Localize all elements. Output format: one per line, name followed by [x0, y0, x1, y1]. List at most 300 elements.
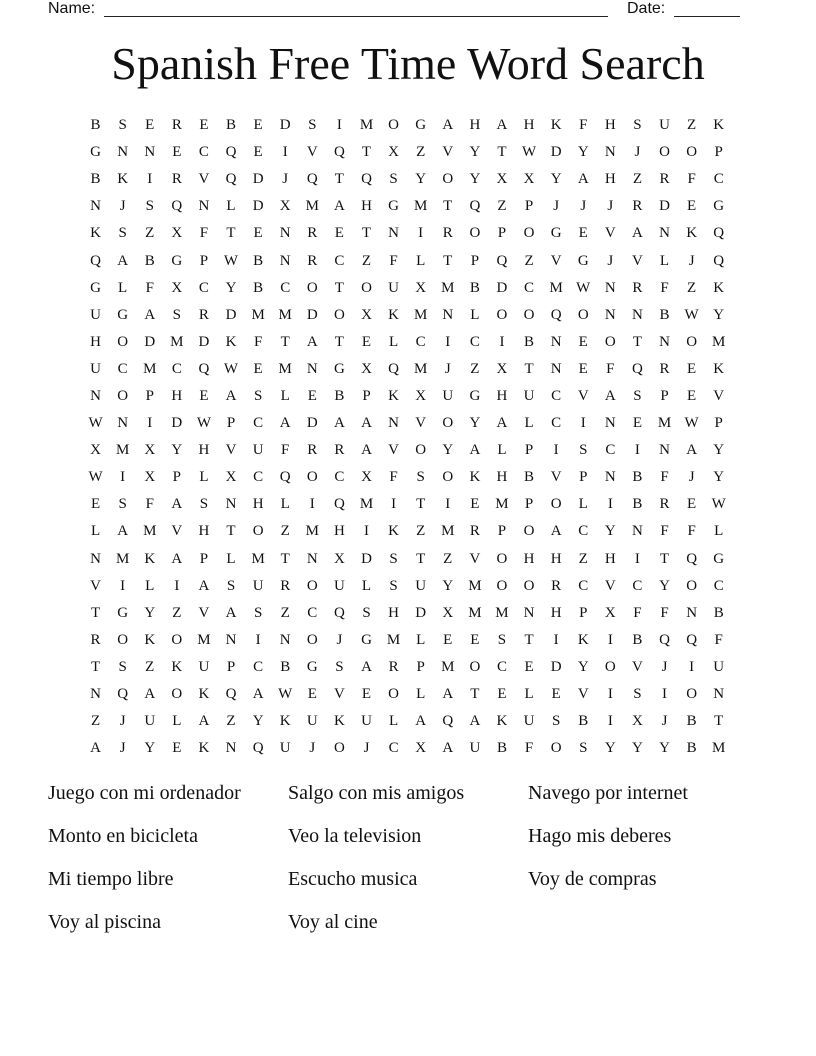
grid-letter[interactable]: B: [659, 306, 670, 323]
grid-letter[interactable]: L: [416, 252, 426, 269]
grid-letter[interactable]: W: [684, 306, 699, 323]
grid-letter[interactable]: J: [282, 171, 289, 188]
grid-letter[interactable]: Y: [604, 740, 616, 757]
grid-letter[interactable]: Y: [469, 171, 481, 188]
grid-letter[interactable]: L: [416, 631, 426, 648]
grid-letter[interactable]: P: [362, 387, 371, 404]
grid-letter[interactable]: U: [90, 360, 101, 377]
grid-letter[interactable]: A: [632, 225, 643, 242]
grid-letter[interactable]: O: [686, 686, 698, 703]
grid-letter[interactable]: H: [388, 604, 399, 621]
grid-letter[interactable]: C: [415, 333, 426, 350]
grid-letter[interactable]: O: [442, 469, 454, 486]
grid-letter[interactable]: S: [633, 686, 642, 703]
grid-letter[interactable]: V: [90, 577, 101, 594]
grid-letter[interactable]: L: [361, 577, 372, 594]
grid-letter[interactable]: I: [553, 442, 559, 459]
grid-letter[interactable]: N: [388, 415, 399, 432]
grid-letter[interactable]: A: [117, 252, 129, 269]
grid-letter[interactable]: M: [468, 604, 482, 621]
grid-letter[interactable]: X: [496, 171, 508, 188]
grid-letter[interactable]: V: [577, 686, 589, 703]
grid-letter[interactable]: U: [523, 387, 535, 404]
grid-letter[interactable]: M: [359, 117, 374, 134]
grid-letter[interactable]: V: [550, 469, 562, 486]
grid-letter[interactable]: B: [524, 469, 535, 486]
grid-letter[interactable]: Z: [361, 252, 372, 269]
grid-letter[interactable]: C: [469, 333, 480, 350]
grid-letter[interactable]: T: [659, 550, 670, 567]
grid-letter[interactable]: C: [632, 577, 643, 594]
grid-letter[interactable]: J: [661, 658, 668, 675]
grid-letter[interactable]: J: [553, 198, 560, 215]
grid-letter[interactable]: T: [226, 523, 236, 540]
grid-letter[interactable]: A: [550, 523, 562, 540]
grid-letter[interactable]: B: [253, 252, 264, 269]
grid-letter[interactable]: A: [171, 496, 183, 513]
grid-letter[interactable]: C: [307, 604, 318, 621]
grid-letter[interactable]: G: [306, 658, 318, 675]
grid-letter[interactable]: D: [225, 306, 237, 323]
grid-letter[interactable]: M: [305, 198, 319, 215]
grid-letter[interactable]: D: [171, 415, 183, 432]
grid-letter[interactable]: L: [524, 686, 534, 703]
grid-letter[interactable]: T: [632, 333, 642, 350]
grid-letter[interactable]: K: [686, 225, 698, 242]
grid-letter[interactable]: V: [632, 252, 643, 269]
grid-letter[interactable]: K: [225, 333, 237, 350]
grid-letter[interactable]: F: [281, 442, 290, 459]
grid-letter[interactable]: C: [713, 577, 724, 594]
grid-letter[interactable]: H: [252, 496, 264, 513]
grid-letter[interactable]: N: [90, 198, 101, 215]
grid-letter[interactable]: M: [495, 604, 509, 621]
grid-letter[interactable]: G: [90, 144, 101, 161]
grid-letter[interactable]: P: [579, 604, 588, 621]
grid-letter[interactable]: X: [415, 387, 427, 404]
grid-letter[interactable]: C: [334, 252, 345, 269]
grid-letter[interactable]: A: [496, 117, 508, 134]
grid-letter[interactable]: V: [632, 658, 643, 675]
grid-letter[interactable]: W: [576, 279, 591, 296]
grid-letter[interactable]: Y: [713, 442, 725, 459]
grid-letter[interactable]: N: [306, 550, 318, 567]
grid-letter[interactable]: Q: [306, 171, 318, 188]
grid-letter[interactable]: B: [90, 171, 101, 188]
grid-letter[interactable]: P: [172, 469, 181, 486]
grid-letter[interactable]: I: [391, 496, 397, 513]
grid-letter[interactable]: K: [90, 225, 101, 242]
grid-letter[interactable]: C: [198, 279, 209, 296]
grid-letter[interactable]: B: [686, 740, 697, 757]
grid-letter[interactable]: M: [441, 658, 455, 675]
grid-letter[interactable]: O: [659, 144, 670, 161]
grid-letter[interactable]: Z: [172, 604, 182, 621]
grid-letter[interactable]: R: [90, 631, 101, 648]
grid-letter[interactable]: S: [253, 387, 263, 404]
grid-letter[interactable]: X: [225, 469, 237, 486]
grid-letter[interactable]: U: [279, 740, 291, 757]
grid-letter[interactable]: E: [551, 686, 561, 703]
grid-letter[interactable]: K: [333, 713, 345, 730]
grid-letter[interactable]: V: [550, 252, 562, 269]
grid-letter[interactable]: Z: [416, 523, 426, 540]
grid-letter[interactable]: R: [171, 171, 182, 188]
grid-letter[interactable]: E: [90, 496, 101, 513]
grid-letter[interactable]: D: [550, 144, 562, 161]
grid-letter[interactable]: D: [550, 658, 562, 675]
grid-letter[interactable]: D: [496, 279, 508, 296]
grid-letter[interactable]: T: [280, 333, 290, 350]
grid-letter[interactable]: N: [604, 469, 616, 486]
grid-letter[interactable]: O: [306, 279, 318, 296]
grid-letter[interactable]: Q: [117, 686, 129, 703]
grid-letter[interactable]: I: [255, 631, 261, 648]
grid-letter[interactable]: X: [90, 442, 101, 459]
grid-letter[interactable]: U: [388, 279, 399, 296]
grid-letter[interactable]: J: [688, 252, 695, 269]
grid-letter[interactable]: M: [115, 442, 130, 459]
grid-letter[interactable]: S: [118, 225, 127, 242]
grid-letter[interactable]: Z: [416, 144, 426, 161]
grid-letter[interactable]: E: [443, 631, 453, 648]
grid-letter[interactable]: L: [280, 387, 290, 404]
grid-letter[interactable]: U: [252, 577, 264, 594]
grid-letter[interactable]: C: [253, 469, 264, 486]
grid-letter[interactable]: K: [144, 631, 156, 648]
grid-letter[interactable]: H: [333, 523, 345, 540]
grid-letter[interactable]: V: [604, 225, 616, 242]
grid-letter[interactable]: N: [604, 144, 616, 161]
grid-letter[interactable]: M: [712, 740, 726, 757]
grid-letter[interactable]: K: [550, 117, 562, 134]
grid-letter[interactable]: I: [445, 333, 451, 350]
grid-letter[interactable]: S: [416, 469, 425, 486]
grid-letter[interactable]: W: [88, 469, 103, 486]
grid-letter[interactable]: O: [686, 333, 698, 350]
grid-letter[interactable]: F: [145, 496, 154, 513]
grid-letter[interactable]: I: [634, 550, 640, 567]
grid-letter[interactable]: F: [389, 252, 398, 269]
grid-letter[interactable]: S: [389, 171, 398, 188]
grid-letter[interactable]: O: [333, 740, 345, 757]
grid-letter[interactable]: F: [687, 171, 696, 188]
grid-letter[interactable]: C: [198, 144, 209, 161]
grid-letter[interactable]: J: [119, 740, 126, 757]
grid-letter[interactable]: U: [333, 577, 345, 594]
grid-letter[interactable]: P: [199, 252, 209, 269]
grid-letter[interactable]: S: [118, 658, 127, 675]
grid-letter[interactable]: K: [388, 523, 399, 540]
grid-letter[interactable]: S: [335, 658, 344, 675]
grid-letter[interactable]: S: [497, 631, 507, 648]
grid-letter[interactable]: O: [117, 387, 129, 404]
grid-letter[interactable]: Q: [252, 740, 264, 757]
grid-letter[interactable]: B: [144, 252, 155, 269]
grid-letter[interactable]: T: [443, 198, 453, 215]
grid-letter[interactable]: J: [363, 740, 370, 757]
grid-letter[interactable]: K: [713, 360, 725, 377]
grid-letter[interactable]: L: [226, 198, 236, 215]
grid-letter[interactable]: T: [280, 550, 290, 567]
grid-letter[interactable]: N: [117, 415, 129, 432]
grid-letter[interactable]: N: [632, 306, 643, 323]
grid-letter[interactable]: S: [226, 577, 236, 594]
grid-letter[interactable]: N: [90, 686, 101, 703]
grid-letter[interactable]: M: [359, 496, 374, 513]
grid-letter[interactable]: Z: [90, 713, 101, 730]
grid-letter[interactable]: N: [686, 604, 698, 621]
grid-letter[interactable]: O: [550, 496, 562, 513]
grid-letter[interactable]: Y: [144, 740, 156, 757]
grid-letter[interactable]: H: [198, 523, 210, 540]
grid-letter[interactable]: X: [171, 279, 183, 296]
grid-letter[interactable]: M: [549, 279, 563, 296]
grid-letter[interactable]: M: [657, 415, 672, 432]
grid-letter[interactable]: Y: [550, 171, 562, 188]
grid-letter[interactable]: P: [497, 225, 507, 242]
grid-letter[interactable]: Q: [90, 252, 101, 269]
grid-letter[interactable]: R: [632, 279, 643, 296]
grid-letter[interactable]: W: [88, 415, 103, 432]
grid-letter[interactable]: E: [687, 198, 697, 215]
grid-letter[interactable]: P: [524, 496, 534, 513]
grid-letter[interactable]: N: [659, 333, 670, 350]
grid-letter[interactable]: Q: [388, 360, 399, 377]
grid-letter[interactable]: Y: [252, 713, 264, 730]
grid-letter[interactable]: O: [252, 523, 264, 540]
grid-letter[interactable]: Y: [632, 740, 643, 757]
grid-letter[interactable]: S: [633, 387, 642, 404]
grid-letter[interactable]: E: [470, 496, 480, 513]
grid-letter[interactable]: L: [226, 550, 236, 567]
grid-letter[interactable]: Z: [470, 360, 480, 377]
grid-letter[interactable]: X: [523, 171, 535, 188]
grid-letter[interactable]: M: [251, 306, 265, 323]
grid-letter[interactable]: S: [145, 198, 154, 215]
grid-letter[interactable]: G: [171, 252, 183, 269]
grid-letter[interactable]: Z: [632, 171, 642, 188]
grid-letter[interactable]: A: [171, 550, 183, 567]
grid-letter[interactable]: O: [523, 306, 535, 323]
grid-letter[interactable]: I: [363, 523, 369, 540]
grid-letter[interactable]: C: [578, 577, 589, 594]
grid-letter[interactable]: A: [198, 713, 210, 730]
grid-letter[interactable]: E: [632, 415, 642, 432]
grid-letter[interactable]: R: [334, 442, 345, 459]
grid-letter[interactable]: P: [226, 658, 236, 675]
grid-letter[interactable]: B: [280, 658, 291, 675]
grid-letter[interactable]: Z: [443, 550, 453, 567]
grid-letter[interactable]: N: [90, 550, 101, 567]
grid-letter[interactable]: O: [496, 550, 508, 567]
grid-letter[interactable]: Z: [226, 713, 236, 730]
grid-letter[interactable]: L: [388, 713, 399, 730]
grid-letter[interactable]: T: [416, 496, 426, 513]
grid-letter[interactable]: A: [442, 117, 454, 134]
grid-letter[interactable]: W: [521, 144, 537, 161]
grid-letter[interactable]: L: [172, 713, 182, 730]
grid-letter[interactable]: F: [660, 523, 669, 540]
grid-letter[interactable]: K: [117, 171, 129, 188]
grid-letter[interactable]: G: [117, 306, 129, 323]
grid-letter[interactable]: Z: [578, 550, 588, 567]
grid-letter[interactable]: N: [604, 306, 616, 323]
grid-letter[interactable]: X: [361, 306, 372, 323]
grid-letter[interactable]: O: [604, 658, 616, 675]
grid-letter[interactable]: L: [659, 252, 670, 269]
grid-letter[interactable]: M: [278, 306, 292, 323]
grid-letter[interactable]: O: [496, 577, 508, 594]
grid-letter[interactable]: C: [334, 469, 345, 486]
grid-letter[interactable]: G: [713, 198, 725, 215]
grid-letter[interactable]: I: [607, 713, 613, 730]
grid-letter[interactable]: Y: [442, 442, 454, 459]
grid-letter[interactable]: M: [170, 333, 184, 350]
grid-letter[interactable]: O: [171, 631, 183, 648]
grid-letter[interactable]: N: [604, 279, 616, 296]
grid-letter[interactable]: X: [496, 360, 508, 377]
grid-letter[interactable]: P: [714, 144, 723, 161]
grid-letter[interactable]: N: [279, 252, 291, 269]
grid-letter[interactable]: A: [279, 415, 291, 432]
grid-letter[interactable]: H: [604, 117, 616, 134]
grid-letter[interactable]: Q: [333, 604, 345, 621]
grid-letter[interactable]: O: [388, 117, 399, 134]
grid-letter[interactable]: S: [579, 740, 588, 757]
grid-letter[interactable]: I: [174, 577, 180, 594]
grid-letter[interactable]: I: [282, 144, 288, 161]
grid-letter[interactable]: Y: [713, 469, 725, 486]
grid-letter[interactable]: B: [632, 631, 643, 648]
grid-letter[interactable]: A: [686, 442, 698, 459]
grid-letter[interactable]: U: [252, 442, 264, 459]
grid-letter[interactable]: L: [118, 279, 128, 296]
grid-letter[interactable]: U: [415, 577, 427, 594]
grid-letter[interactable]: F: [633, 604, 642, 621]
grid-letter[interactable]: I: [634, 442, 640, 459]
grid-letter[interactable]: I: [580, 415, 586, 432]
grid-letter[interactable]: Q: [659, 631, 670, 648]
grid-letter[interactable]: V: [442, 144, 454, 161]
grid-letter[interactable]: U: [361, 713, 372, 730]
grid-letter[interactable]: I: [499, 333, 505, 350]
grid-letter[interactable]: Y: [171, 442, 183, 459]
grid-letter[interactable]: C: [551, 387, 562, 404]
grid-letter[interactable]: M: [468, 577, 482, 594]
grid-letter[interactable]: M: [278, 360, 292, 377]
grid-letter[interactable]: R: [442, 225, 453, 242]
grid-letter[interactable]: O: [442, 415, 454, 432]
grid-letter[interactable]: V: [604, 577, 616, 594]
name-line[interactable]: [104, 16, 608, 17]
grid-letter[interactable]: P: [714, 415, 723, 432]
grid-letter[interactable]: Q: [333, 496, 345, 513]
grid-letter[interactable]: C: [253, 415, 264, 432]
grid-letter[interactable]: U: [306, 713, 318, 730]
grid-letter[interactable]: C: [713, 171, 724, 188]
grid-letter[interactable]: P: [416, 658, 425, 675]
grid-letter[interactable]: N: [144, 144, 156, 161]
grid-letter[interactable]: F: [606, 360, 615, 377]
grid-letter[interactable]: L: [388, 333, 399, 350]
grid-letter[interactable]: N: [225, 631, 237, 648]
grid-letter[interactable]: Q: [686, 550, 698, 567]
grid-letter[interactable]: F: [687, 523, 696, 540]
grid-letter[interactable]: O: [496, 306, 508, 323]
grid-letter[interactable]: X: [144, 442, 156, 459]
grid-letter[interactable]: S: [199, 496, 209, 513]
grid-letter[interactable]: R: [198, 306, 209, 323]
grid-letter[interactable]: K: [198, 686, 210, 703]
grid-letter[interactable]: J: [607, 252, 614, 269]
grid-letter[interactable]: A: [469, 442, 481, 459]
grid-letter[interactable]: Z: [497, 198, 507, 215]
grid-letter[interactable]: N: [279, 225, 291, 242]
grid-letter[interactable]: R: [307, 225, 318, 242]
grid-letter[interactable]: L: [145, 577, 155, 594]
grid-letter[interactable]: S: [389, 550, 398, 567]
grid-letter[interactable]: F: [389, 469, 398, 486]
grid-letter[interactable]: Q: [713, 225, 725, 242]
grid-letter[interactable]: M: [143, 360, 157, 377]
grid-letter[interactable]: X: [442, 604, 454, 621]
grid-letter[interactable]: Z: [145, 225, 155, 242]
grid-letter[interactable]: H: [523, 117, 535, 134]
grid-letter[interactable]: K: [713, 117, 725, 134]
grid-letter[interactable]: V: [198, 604, 210, 621]
grid-letter[interactable]: E: [253, 144, 263, 161]
grid-letter[interactable]: I: [662, 686, 668, 703]
grid-letter[interactable]: N: [632, 523, 643, 540]
grid-letter[interactable]: A: [469, 713, 481, 730]
grid-letter[interactable]: S: [118, 496, 127, 513]
grid-letter[interactable]: J: [309, 740, 316, 757]
grid-letter[interactable]: M: [305, 523, 319, 540]
grid-letter[interactable]: R: [171, 117, 182, 134]
grid-letter[interactable]: K: [171, 658, 183, 675]
grid-letter[interactable]: J: [607, 198, 614, 215]
grid-letter[interactable]: C: [388, 740, 399, 757]
grid-letter[interactable]: O: [469, 225, 481, 242]
grid-letter[interactable]: R: [307, 252, 318, 269]
grid-letter[interactable]: J: [119, 713, 126, 730]
grid-letter[interactable]: I: [607, 686, 613, 703]
grid-letter[interactable]: M: [712, 333, 726, 350]
grid-letter[interactable]: Q: [225, 686, 237, 703]
grid-letter[interactable]: R: [551, 577, 562, 594]
grid-letter[interactable]: I: [607, 631, 613, 648]
grid-letter[interactable]: Q: [496, 252, 508, 269]
grid-letter[interactable]: E: [334, 225, 344, 242]
grid-letter[interactable]: M: [441, 523, 455, 540]
grid-letter[interactable]: Y: [659, 740, 670, 757]
grid-letter[interactable]: T: [416, 550, 426, 567]
grid-letter[interactable]: B: [713, 604, 724, 621]
grid-letter[interactable]: O: [686, 144, 698, 161]
grid-letter[interactable]: L: [470, 306, 480, 323]
grid-letter[interactable]: V: [415, 415, 427, 432]
grid-letter[interactable]: N: [550, 333, 562, 350]
grid-letter[interactable]: O: [523, 577, 535, 594]
grid-letter[interactable]: Z: [280, 523, 290, 540]
grid-letter[interactable]: T: [497, 144, 507, 161]
grid-letter[interactable]: I: [147, 415, 153, 432]
grid-letter[interactable]: X: [361, 360, 372, 377]
grid-letter[interactable]: A: [333, 415, 345, 432]
grid-letter[interactable]: T: [90, 658, 101, 675]
grid-letter[interactable]: P: [199, 550, 209, 567]
